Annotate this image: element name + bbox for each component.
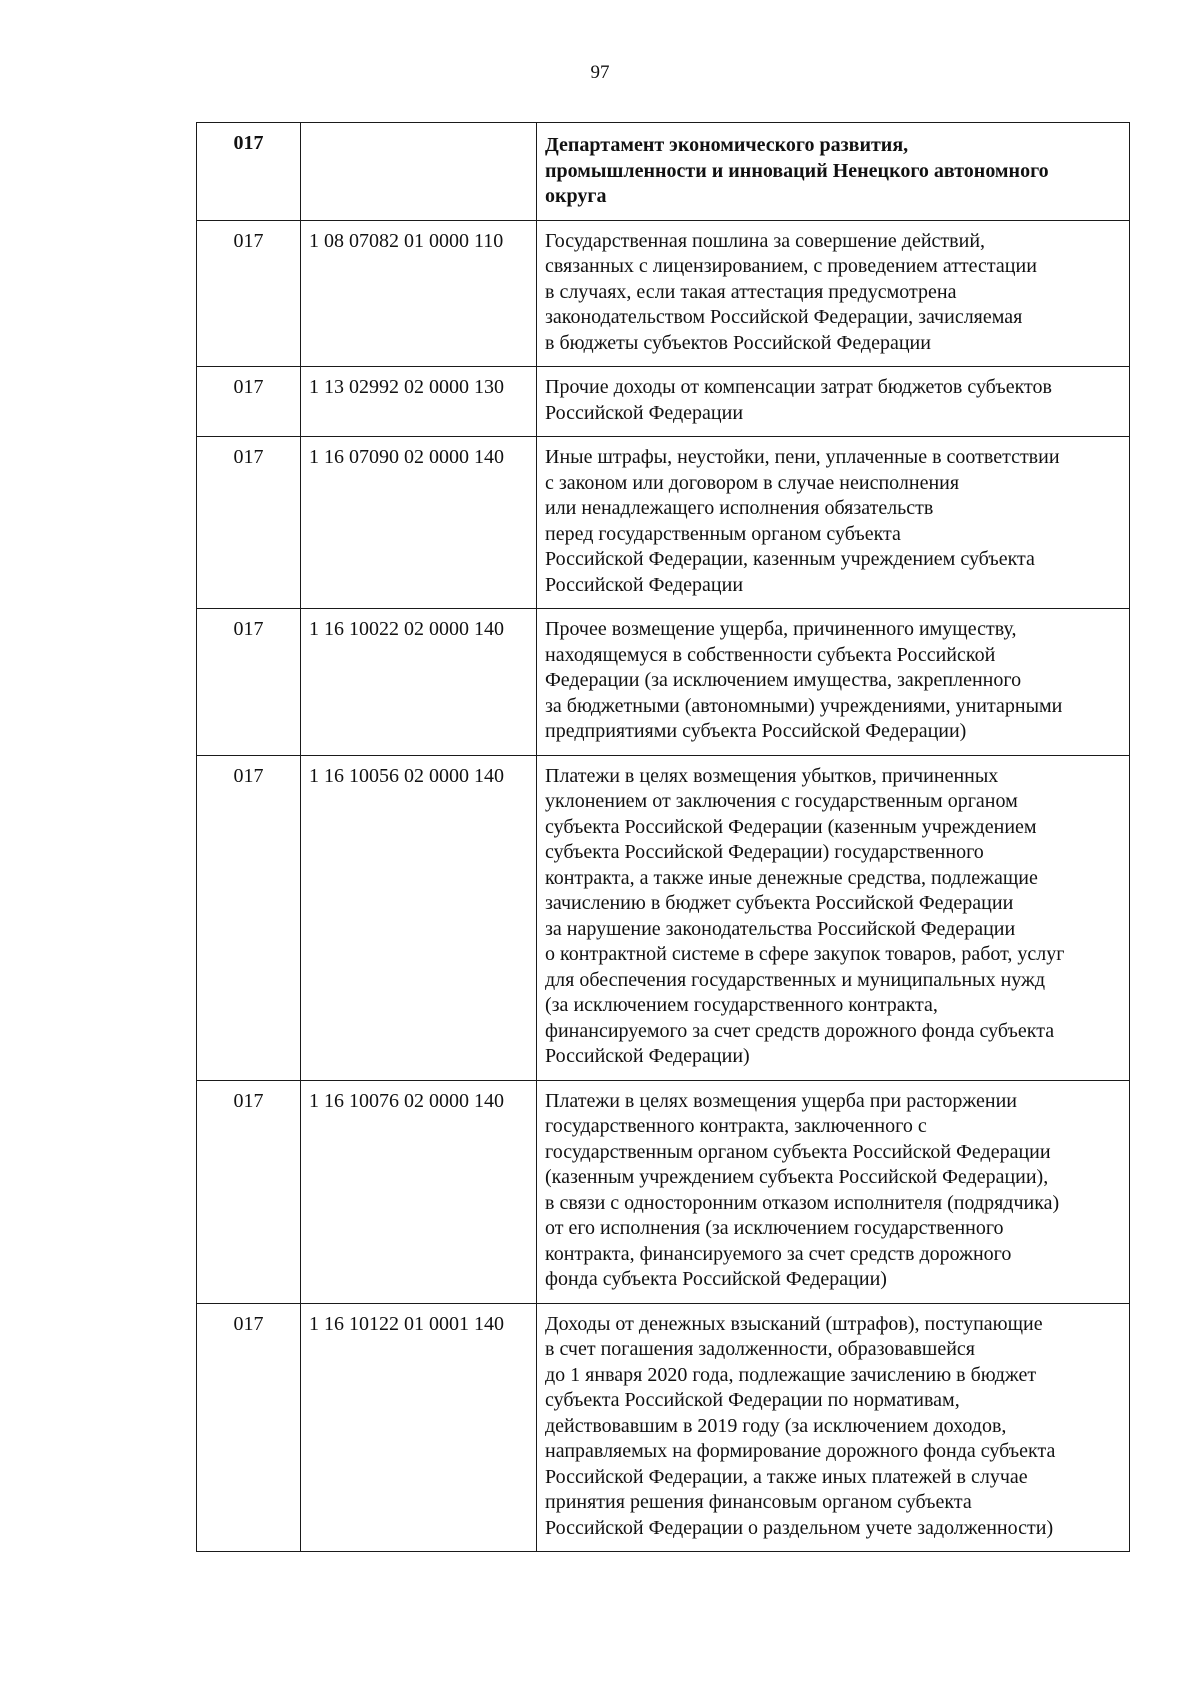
text-line: уклонением от заключения с государственным органом (545, 790, 1018, 812)
text-line: Российской Федерации, казенным учреждением субъекта (545, 548, 1035, 570)
text-line: Доходы от денежных взысканий (штрафов), поступающие (545, 1312, 1043, 1335)
text-line: Иные штрафы, неустойки, пени, уплаченные в соответствии (545, 446, 1060, 468)
text-line: Российской Федерации о раздельном учете задолженности) (545, 1516, 1054, 1539)
income-name-cell (537, 220, 1130, 367)
text-line: принятия решения финансовым органом субъекта (545, 1491, 972, 1513)
text-line: Прочие доходы от компенсации затрат бюджетов субъектов (545, 376, 1052, 398)
text-line: или ненадлежащего исполнения обязательств (545, 497, 934, 519)
table-row (197, 367, 1130, 437)
text-line: Федерации (за исключением имущества, закрепленного (545, 669, 1022, 691)
budget-classification-code-cell: 1 16 10056 02 0000 140 (301, 755, 537, 1080)
text-line: перед государственным органом субъекта (545, 522, 901, 545)
text-line: для обеспечения государственных и муниципальных нужд (545, 968, 1046, 991)
text-line: финансируемого за счет средств дорожного фонда субъекта (545, 1019, 1055, 1042)
administrator-code-cell: 017 (197, 755, 301, 1080)
budget-codes-table (196, 122, 1130, 1552)
text-line: в счет погашения задолженности, образовавшейся (545, 1338, 975, 1360)
table-body (197, 123, 1130, 1552)
text-line: контракта, финансируемого за счет средств дорожного (545, 1242, 1012, 1265)
text-line: в бюджеты субъектов Российской Федерации (545, 331, 931, 354)
text-line: предприятиями субъекта Российской Федерации) (545, 720, 967, 742)
text-line: до 1 января 2020 года, подлежащие зачислению в бюджет (545, 1363, 1037, 1386)
income-name-cell (537, 755, 1130, 1080)
page-number: 97 (590, 62, 610, 83)
table-row (197, 1303, 1130, 1552)
administrator-code-cell: 017 (197, 220, 301, 367)
administrator-code-cell: 017 (197, 123, 301, 221)
text-line: Прочее возмещение ущерба, причиненного имуществу, (545, 618, 1017, 640)
income-name-cell (537, 1303, 1130, 1552)
table-row (197, 755, 1130, 1080)
table-row (197, 1080, 1130, 1303)
budget-classification-code-cell (301, 123, 537, 221)
text-line: направляемых на формирование дорожного фонда субъекта (545, 1440, 1056, 1462)
text-line: о контрактной системе в сфере закупок товаров, работ, услуг (545, 943, 1065, 965)
text-line: промышленности и инноваций Ненецкого автономного (545, 159, 1049, 182)
text-line: Департамент экономического развития, (545, 134, 909, 156)
administrator-code-cell: 017 (197, 609, 301, 756)
budget-classification-code-cell: 1 13 02992 02 0000 130 (301, 367, 537, 437)
administrator-code-cell: 017 (197, 437, 301, 609)
table-row (197, 220, 1130, 367)
text-line: Российской Федерации, а также иных платежей в случае (545, 1465, 1028, 1488)
text-line: субъекта Российской Федерации (казенным учреждением (545, 815, 1037, 838)
text-line: государственного контракта, заключенного с (545, 1115, 927, 1137)
text-line: с законом или договором в случае неисполнения (545, 471, 960, 494)
income-name-cell (537, 1080, 1130, 1303)
text-line: Платежи в целях возмещения убытков, причиненных (545, 764, 999, 787)
text-line: в случаях, если такая аттестация предусмотрена (545, 280, 957, 303)
text-line: в связи с односторонним отказом исполнителя (подрядчика) (545, 1191, 1060, 1214)
text-line: Платежи в целях возмещения ущерба при расторжении (545, 1089, 1017, 1112)
text-line: законодательством Российской Федерации, зачисляемая (545, 306, 1023, 328)
text-line: за бюджетными (автономными) учреждениями, унитарными (545, 694, 1063, 717)
administrator-code-cell: 017 (197, 1080, 301, 1303)
text-line: государственным органом субъекта Российской Федерации (545, 1140, 1051, 1163)
income-name-cell (537, 609, 1130, 756)
text-line: находящемуся в собственности субъекта Российской (545, 643, 996, 666)
text-line: зачислению в бюджет субъекта Российской Федерации (545, 892, 1014, 914)
text-line: фонда субъекта Российской Федерации) (545, 1268, 887, 1290)
text-line: связанных с лицензированием, с проведением аттестации (545, 255, 1037, 277)
text-line: за нарушение законодательства Российской Федерации (545, 917, 1016, 940)
budget-classification-code-cell: 1 16 10122 01 0001 140 (301, 1303, 537, 1552)
table-row (197, 609, 1130, 756)
administrator-code-cell: 017 (197, 367, 301, 437)
text-line: Российской Федерации (545, 401, 744, 424)
table-header-row (197, 123, 1130, 221)
text-line: Российской Федерации (545, 573, 744, 596)
text-line: от его исполнения (за исключением государственного (545, 1217, 1004, 1239)
text-line: действовавшим в 2019 году (за исключением доходов, (545, 1414, 1007, 1437)
table-row (197, 437, 1130, 609)
text-line: Государственная пошлина за совершение действий, (545, 229, 986, 252)
text-line: (за исключением государственного контракта, (545, 994, 938, 1016)
administrator-code-cell: 017 (197, 1303, 301, 1552)
budget-classification-code-cell: 1 08 07082 01 0000 110 (301, 220, 537, 367)
text-line: округа (545, 185, 607, 207)
text-line: субъекта Российской Федерации по нормативам, (545, 1389, 960, 1411)
text-line: (казенным учреждением субъекта Российской Федерации), (545, 1166, 1049, 1188)
income-name-cell (537, 437, 1130, 609)
income-name-cell (537, 123, 1130, 221)
text-line: контракта, а также иные денежные средства, подлежащие (545, 866, 1038, 889)
budget-classification-code-cell: 1 16 07090 02 0000 140 (301, 437, 537, 609)
text-line: субъекта Российской Федерации) государственного (545, 841, 984, 863)
income-name-cell (537, 367, 1130, 437)
budget-classification-code-cell: 1 16 10022 02 0000 140 (301, 609, 537, 756)
budget-classification-code-cell: 1 16 10076 02 0000 140 (301, 1080, 537, 1303)
text-line: Российской Федерации) (545, 1045, 750, 1067)
